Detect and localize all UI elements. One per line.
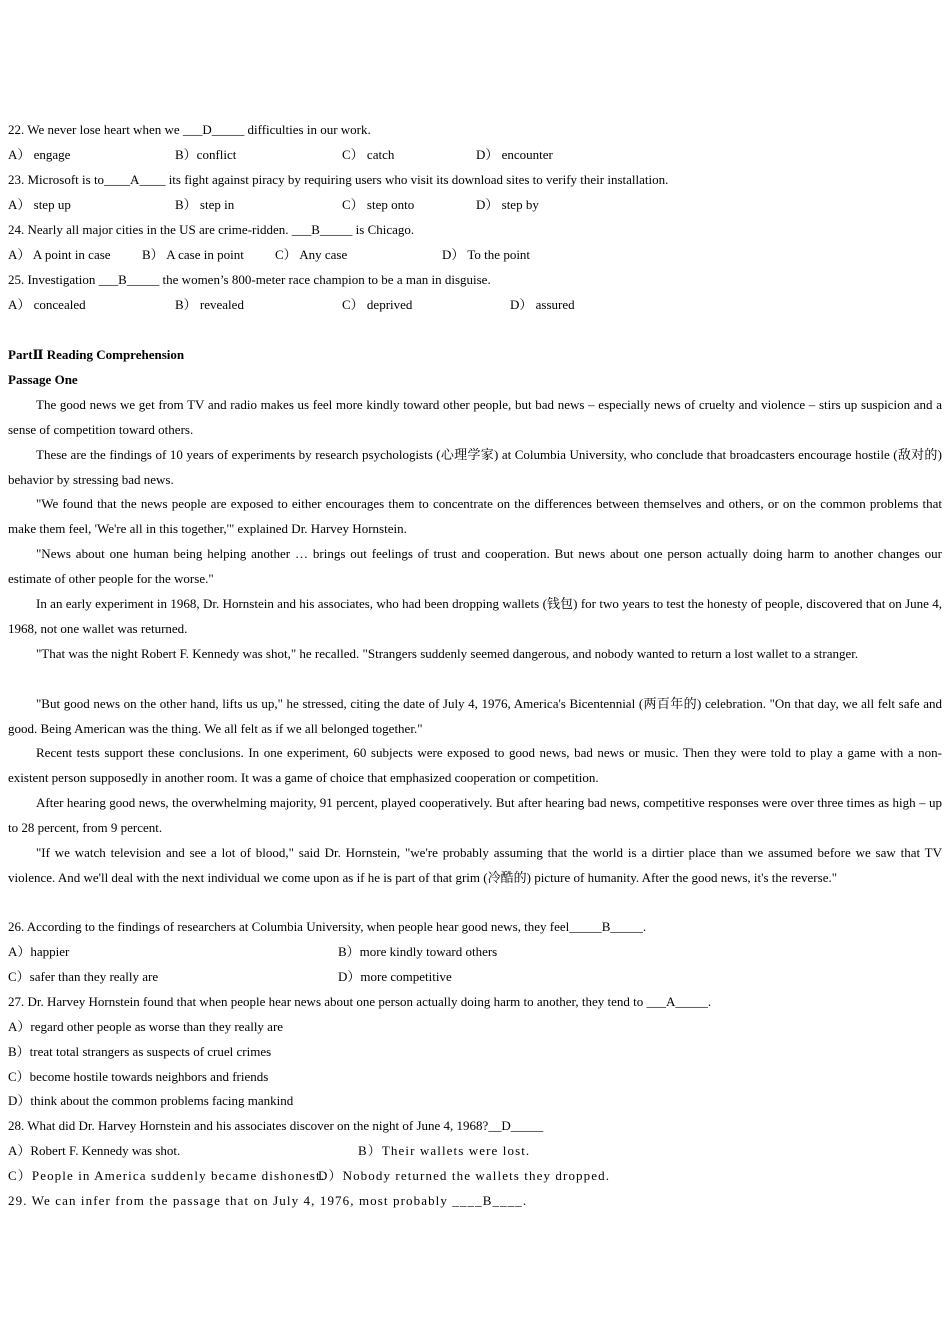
question-25-stem: 25. Investigation ___B_____ the women’s 800-meter race champion to be a man in disguise.: [8, 272, 491, 287]
q23-option-b: B） step in: [175, 197, 235, 212]
passage-paragraph-7: "But good news on the other hand, lifts us up," he stressed, citing the date of July 4, 1976, America's Bicentennial (两百年的) celebration. "On that day, we all felt safe and good. Being American was the thing. We all felt as if we all belonged together.": [8, 696, 942, 736]
q28-option-b: B）Their wallets were lost.: [358, 1143, 531, 1158]
q24-option-d: D） To the point: [442, 247, 531, 262]
q28-option-d: D）Nobody returned the wallets they dropped.: [318, 1168, 611, 1183]
passage-paragraph-8: Recent tests support these conclusions. In one experiment, 60 subjects were exposed to good news, bad news or music. Then they were told to play a game with a non-existent person supposedly in another room. It was a game of choice that emphasized cooperation or competition.: [8, 745, 942, 785]
q22-option-c: C） catch: [342, 147, 395, 162]
q24-option-b: B） A case in point: [142, 247, 244, 262]
q27-option-d: D）think about the common problems facing mankind: [8, 1093, 294, 1108]
question-29-stem: 29. We can infer from the passage that on July 4, 1976, most probably ____B____.: [8, 1193, 528, 1208]
q25-option-d: D） assured: [510, 297, 575, 312]
passage-paragraph-10: "If we watch television and see a lot of blood," said Dr. Hornstein, "we're probably assuming that the world is a dirtier place than we assumed before we saw that TV violence. And we'll deal with the next individual we come upon as if he is part of that grim (冷酷的) picture of humanity. After the good news, it's the reverse.": [8, 845, 942, 885]
q28-option-a: A）Robert F. Kennedy was shot.: [8, 1143, 181, 1158]
passage-paragraph-9: After hearing good news, the overwhelming majority, 91 percent, played cooperatively. But after hearing bad news, competitive responses were over three times as high – up to 28 percent, from 9 percent.: [8, 795, 942, 835]
question-28-stem: 28. What did Dr. Harvey Hornstein and his associates discover on the night of June 4, 1968?: [8, 1118, 489, 1133]
question-27-stem: 27. Dr. Harvey Hornstein found that when people hear news about one person actually doing harm to another, they tend to ___A_____.: [8, 994, 712, 1009]
passage-paragraph-4: "News about one human being helping another … brings out feelings of trust and cooperation. But news about one person actually doing harm to another changes our estimate of other people for the worse.": [8, 546, 942, 586]
q26-option-b: B）more kindly toward others: [338, 944, 498, 959]
q26-option-a: A）happier: [8, 944, 70, 959]
q28-option-c: C）People in America suddenly became dishonest.: [8, 1168, 326, 1183]
question-28: [8, 1117, 543, 1135]
q23-option-a: A） step up: [8, 197, 71, 212]
q24-option-c: C） Any case: [275, 247, 348, 262]
part-heading: PartⅡ Reading Comprehension: [8, 347, 185, 362]
question-24-stem: 24. Nearly all major cities in the US are crime-ridden. ___B_____ is Chicago.: [8, 222, 415, 237]
q22-option-b: B）conflict: [175, 147, 237, 162]
q23-option-d: D） step by: [476, 197, 539, 212]
q25-option-b: B） revealed: [175, 297, 244, 312]
passage-paragraph-3: "We found that the news people are exposed to either encourages them to concentrate on the differences between themselves and others, or on the common problems that make them feel, 'We're all in this together,'" explained Dr. Harvey Hornstein.: [8, 496, 942, 536]
passage-paragraph-1: The good news we get from TV and radio makes us feel more kindly toward other people, but bad news – especially news of cruelty and violence – stirs up suspicion and a sense of competition toward others.: [8, 397, 942, 437]
question-26-stem: 26. According to the findings of researchers at Columbia University, when people hear good news, they feel_____B_____.: [8, 919, 647, 934]
q23-option-c: C） step onto: [342, 197, 415, 212]
question-28-answer: __D_____: [488, 1118, 544, 1133]
q27-option-c: C）become hostile towards neighbors and friends: [8, 1069, 269, 1084]
q25-option-c: C） deprived: [342, 297, 413, 312]
q25-option-a: A） concealed: [8, 297, 86, 312]
q22-option-a: A） engage: [8, 147, 71, 162]
passage-paragraph-5: In an early experiment in 1968, Dr. Hornstein and his associates, who had been dropping wallets (钱包) for two years to test the honesty of people, discovered that on June 4, 1968, not one wallet was returned.: [8, 596, 942, 636]
q26-option-c: C）safer than they really are: [8, 969, 159, 984]
question-22-stem: 22. We never lose heart when we ___D_____ difficulties in our work.: [8, 122, 371, 137]
passage-heading: Passage One: [8, 372, 78, 387]
passage-paragraph-2: These are the findings of 10 years of experiments by research psychologists (心理学家) at Columbia University, who conclude that broadcasters encourage hostile (敌对的) behavior by stressing bad news.: [8, 447, 942, 487]
question-23-stem: 23. Microsoft is to____A____ its fight against piracy by requiring users who visit its download sites to verify their installation.: [8, 172, 669, 187]
q22-option-d: D） encounter: [476, 147, 553, 162]
q24-option-a: A） A point in case: [8, 247, 111, 262]
q27-option-a: A）regard other people as worse than they really are: [8, 1019, 284, 1034]
q26-option-d: D）more competitive: [338, 969, 452, 984]
q27-option-b: B）treat total strangers as suspects of cruel crimes: [8, 1044, 272, 1059]
passage-paragraph-6: "That was the night Robert F. Kennedy was shot," he recalled. "Strangers suddenly seemed dangerous, and nobody wanted to return a lost wallet to a stranger.: [36, 646, 859, 661]
